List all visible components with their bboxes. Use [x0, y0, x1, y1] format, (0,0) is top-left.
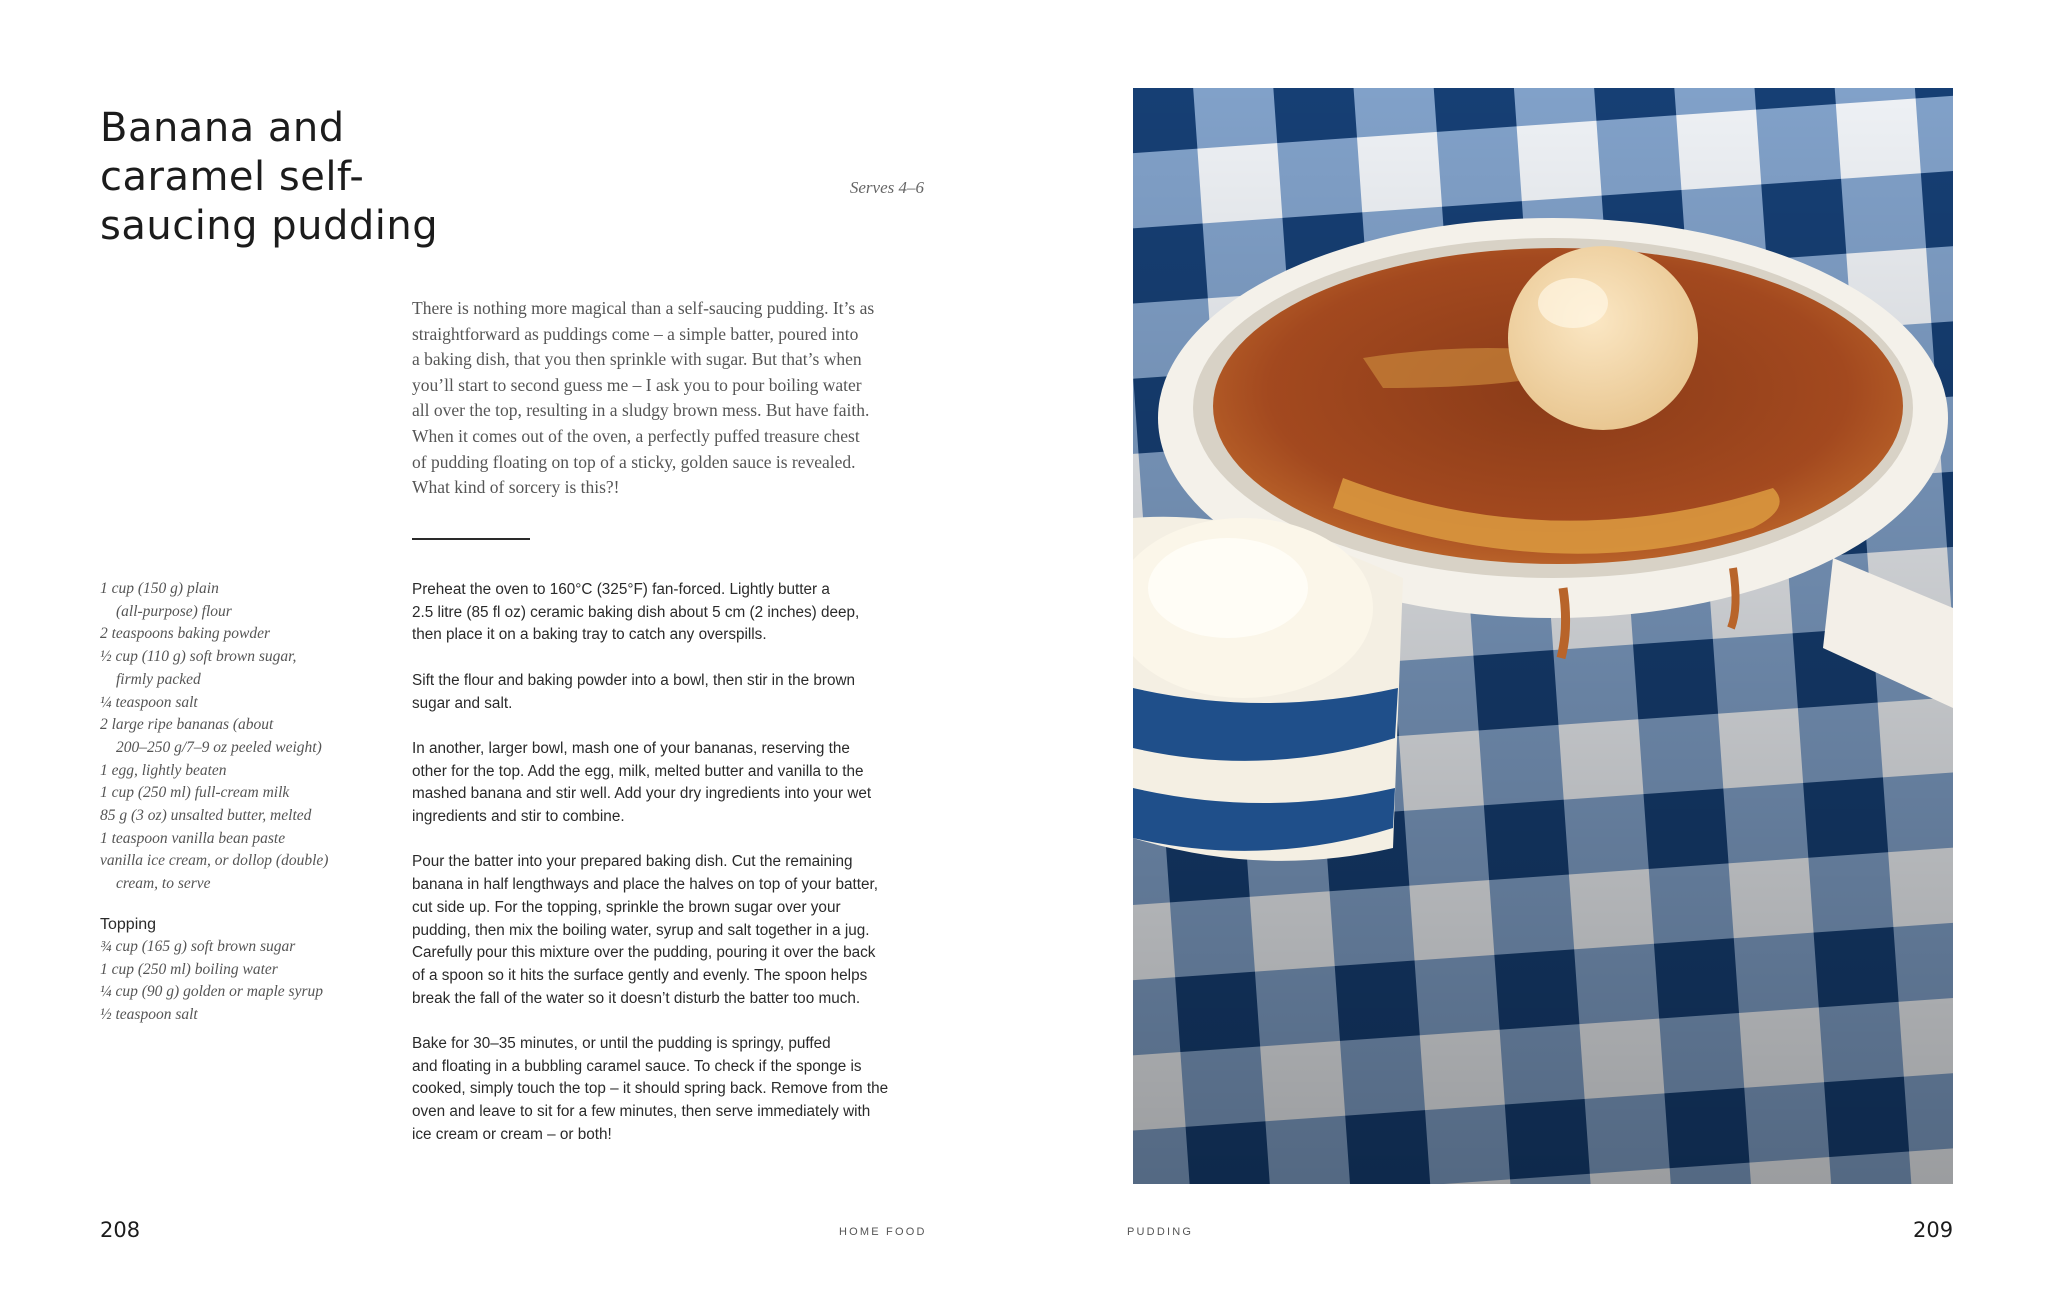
intro-line: all over the top, resulting in a sludgy brown mess. But have faith.	[412, 400, 870, 421]
intro-line: What kind of sorcery is this?!	[412, 477, 620, 498]
method-line: 2.5 litre (85 fl oz) ceramic baking dish about 5 cm (2 inches) deep,	[412, 603, 860, 621]
intro-line: straightforward as puddings come – a simple batter, poured into	[412, 323, 859, 344]
serves-note: Serves 4–6	[849, 178, 924, 197]
method-line: other for the top. Add the egg, milk, melted butter and vanilla to the	[412, 762, 864, 780]
method-line: sugar and salt.	[412, 694, 513, 712]
method-step	[412, 738, 932, 829]
method-line: Bake for 30–35 minutes, or until the pudding is springy, puffed	[412, 1035, 831, 1052]
pudding-photo	[1133, 88, 1953, 1184]
method-steps	[412, 579, 932, 1169]
method-line: mashed banana and stir well. Add your dry ingredients into your wet	[412, 785, 872, 803]
title-line: caramel self-	[100, 154, 365, 200]
method-line: break the fall of the water so it doesn’t disturb the batter too much.	[412, 989, 861, 1007]
ingredient-item: 2 teaspoons baking powder	[100, 625, 271, 643]
method-line: oven and leave to sit for a few minutes, then serve immediately with	[412, 1103, 871, 1121]
ingredient-item: 1 cup (150 g) plain	[100, 580, 219, 597]
method-step	[412, 851, 932, 1010]
ingredient-item: firmly packed	[116, 670, 201, 688]
ingredient-item: 2 large ripe bananas (about	[100, 716, 274, 734]
recipe-title	[100, 104, 520, 251]
method-line: Preheat the oven to 160°C (325°F) fan-forced. Lightly butter a	[412, 581, 830, 598]
ingredient-item: 1 cup (250 ml) full-cream milk	[100, 784, 290, 802]
ingredient-item: 1 egg, lightly beaten	[100, 761, 227, 779]
method-line: ice cream or cream – or both!	[412, 1125, 612, 1143]
method-line: cooked, simply touch the top – it should spring back. Remove from the	[412, 1080, 889, 1098]
intro-line: When it comes out of the oven, a perfectly puffed treasure chest	[412, 425, 860, 446]
method-line: Carefully pour this mixture over the pudding, pouring it over the back	[412, 944, 876, 962]
intro-line: a baking dish, that you then sprinkle with sugar. But that’s when	[412, 349, 862, 370]
topping-heading: Topping	[100, 915, 157, 933]
method-line: then place it on a baking tray to catch any overspills.	[412, 626, 767, 644]
method-step	[412, 1033, 932, 1147]
method-step	[412, 579, 932, 647]
method-line: Sift the flour and baking powder into a bowl, then stir in the brown	[412, 671, 856, 689]
ingredient-item: 200–250 g/7–9 oz peeled weight)	[116, 738, 322, 756]
running-head-right: PUDDING	[1127, 1226, 1194, 1238]
ingredient-item: ¼ teaspoon salt	[100, 693, 198, 711]
ingredients-list	[100, 578, 360, 1027]
method-line: ingredients and stir to combine.	[412, 808, 625, 825]
method-line: pudding, then mix the boiling water, syrup and salt together in a jug.	[412, 921, 870, 939]
intro-paragraph	[412, 296, 924, 501]
topping-item: 1 cup (250 ml) boiling water	[100, 960, 278, 978]
intro-line: of pudding floating on top of a sticky, golden sauce is revealed.	[412, 451, 856, 472]
intro-line: you’ll start to second guess me – I ask you to pour boiling water	[412, 374, 862, 395]
method-step	[412, 670, 932, 715]
ingredient-item: (all-purpose) flour	[116, 602, 232, 620]
divider	[412, 538, 530, 540]
method-line: of a spoon so it hits the surface gently and evenly. The spoon helps	[412, 966, 868, 984]
title-line: Banana and	[100, 105, 345, 151]
method-line: cut side up. For the topping, sprinkle the brown sugar over your	[412, 898, 841, 916]
ingredient-item: 85 g (3 oz) unsalted butter, melted	[100, 807, 312, 825]
ingredient-item: cream, to serve	[116, 875, 211, 893]
ice-cream-scoop	[1508, 246, 1698, 430]
method-line: Pour the batter into your prepared baking dish. Cut the remaining	[412, 853, 853, 871]
running-head-left: HOME FOOD	[839, 1226, 927, 1238]
topping-item: ¾ cup (165 g) soft brown sugar	[100, 937, 296, 955]
ingredient-item: vanilla ice cream, or dollop (double)	[100, 852, 329, 870]
ingredient-item: ½ cup (110 g) soft brown sugar,	[100, 648, 297, 666]
ingredient-item: 1 teaspoon vanilla bean paste	[100, 829, 286, 847]
page-number-right: 209	[1913, 1218, 1954, 1242]
title-line: saucing pudding	[100, 203, 439, 249]
topping-item: ¼ cup (90 g) golden or maple syrup	[100, 983, 323, 1001]
topping-item: ½ teaspoon salt	[100, 1005, 198, 1023]
intro-line: There is nothing more magical than a self-saucing pudding. It’s as	[412, 298, 875, 318]
method-line: In another, larger bowl, mash one of your bananas, reserving the	[412, 739, 850, 757]
method-line: and floating in a bubbling caramel sauce. To check if the sponge is	[412, 1057, 862, 1075]
page-number-left: 208	[100, 1218, 141, 1242]
method-line: banana in half lengthways and place the halves on top of your batter,	[412, 876, 879, 894]
